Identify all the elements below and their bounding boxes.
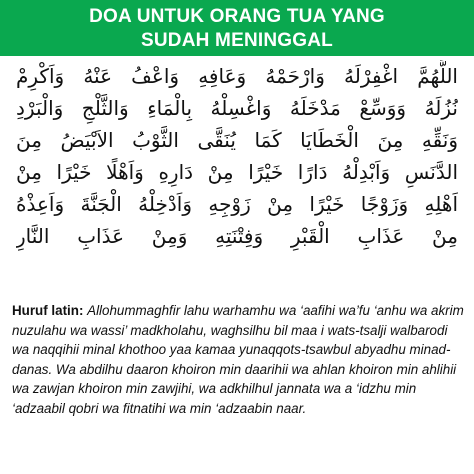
latin-text: Allohummaghfir lahu warhamhu wa ‘aafihi wa’fu ‘anhu wa akrim nuzulahu wa wassi’ madkholahu, waghsilhu bil maa i wats-tsalji walbarodi wa naqqihii minal khothoo yaa kamaa yunaqqots-tsawbul abyadhu minad-danas. Wa abdilhu daaron khoiron min daarihii wa ahlan khoiron min ahlihii wa zawjan khoiron min zawjihi, wa adkhilhul jannata wa a ‘idzhu min ‘adzaabil qobri wa fitnatihi wa min ‘adzaabin naar. [12,303,464,416]
arabic-line: وَنَقِّهِ مِنَ الْخَطَايَا كَمَا يُنَقَّى الثَّوْبُ الاَبْيَضُ مِنَ [16,128,458,152]
latin-label: Huruf latin: [12,303,88,318]
arabic-prayer-text [16,60,458,252]
title-banner [0,0,474,56]
arabic-line: اللَّهُمَّ اغْفِرْلَهُ وَارْحَمْهُ وَعَافِهِ وَاعْفُ عَنْهُ وَاَكْرِمْ [16,64,458,88]
title-line-1: DOA UNTUK ORANG TUA YANG [89,6,385,27]
title-line-2: SUDAH MENINGGAL [141,30,333,51]
arabic-line: اَهْلِهِ وَزَوْجًا خَيْرًا مِنْ زَوْجِهِ وَاَدْخِلْهُ الْجَنَّةَ وَاَعِذْهُ [16,192,458,216]
latin-transliteration [12,301,464,418]
arabic-line: نُزُلَهُ وَوَسِّعْ مَدْخَلَهُ وَاغْسِلْهُ بِالْمَاءِ وَالثَّلْجِ وَالْبَرْدِ [16,96,458,120]
arabic-line: مِنْ عَذَابِ الْقَبْرِ وَفِتْنَتِهِ وَمِنْ عَذَابِ النَّارِ [16,224,458,248]
arabic-line: الدَّنَسِ وَاَبْدِلْهُ دَارًا خَيْرًا مِنْ دَارِهِ وَاَهْلًا خَيْرًا مِنْ [16,160,458,184]
